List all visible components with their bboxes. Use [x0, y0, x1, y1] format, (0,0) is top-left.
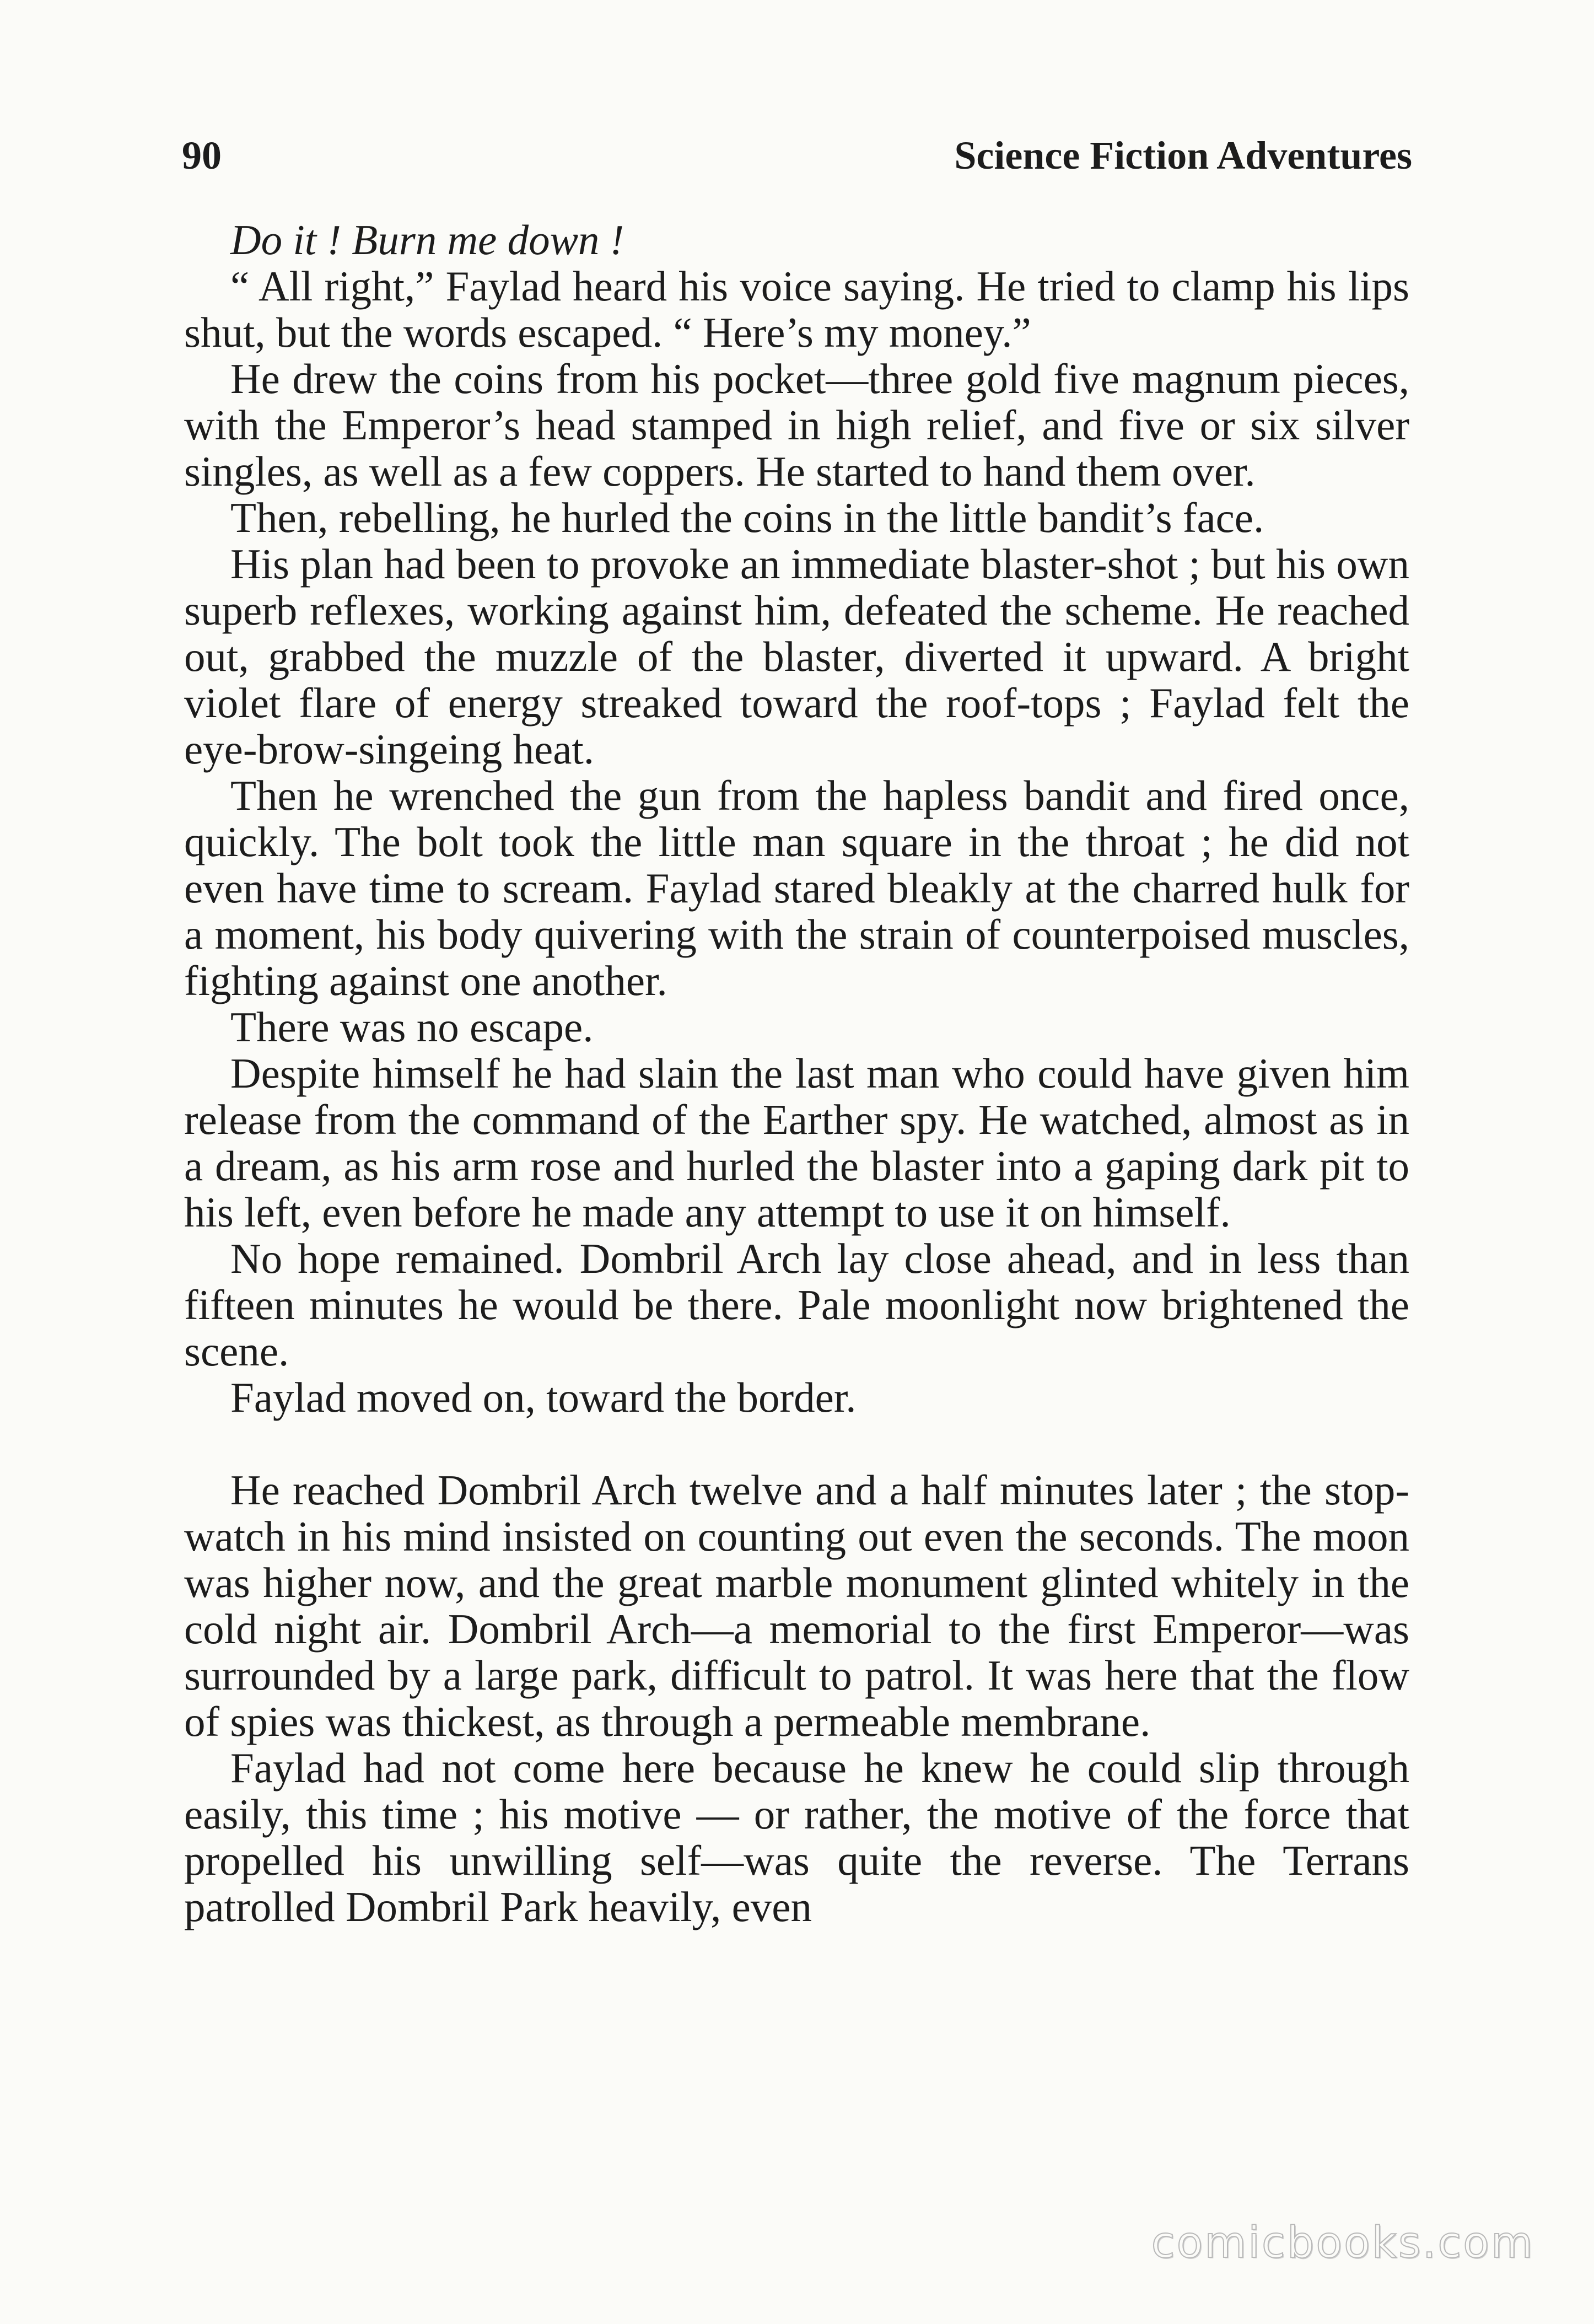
- paragraph: Do it ! Burn me down !: [230, 216, 624, 263]
- running-title: Science Fiction Adventures: [954, 133, 1412, 177]
- paragraph: There was no escape.: [230, 1003, 594, 1051]
- paragraph: Faylad had not come here because he knew he could slip through easily, this time ; his motive — or rather, the motive of the force that propelled his unwilling self—was quite the reverse. The Terrans patrolled Dombril Park heavily, even: [184, 1744, 1409, 1930]
- paragraph: Then, rebelling, he hurled the coins in the little bandit’s face.: [230, 494, 1264, 541]
- watermark: comicbooks.com: [1151, 2218, 1534, 2268]
- paragraph: “ All right,” Faylad heard his voice saying. He tried to clamp his lips shut, but the words escaped. “ Here’s my money.”: [184, 262, 1409, 356]
- paragraph: No hope remained. Dombril Arch lay close ahead, and in less than fifteen minutes he would be there. Pale moonlight now brightened the scene.: [184, 1235, 1409, 1375]
- paragraph: He reached Dombril Arch twelve and a half minutes later ; the stop-watch in his mind insisted on counting out even the seconds. The moon was higher now, and the great marble monument glinted whitely in the cold night air. Dombril Arch—a memorial to the first Emperor—was surrounded by a large park, difficult to patrol. It was here that the flow of spies was thickest, as through a permeable membrane.: [184, 1466, 1409, 1745]
- paragraph: His plan had been to provoke an immediate blaster-shot ; but his own superb reflexes, working against him, defeated the scheme. He reached out, grabbed the muzzle of the blaster, diverted it upward. A bright violet flare of energy streaked toward the roof-tops ; Faylad felt the eye-brow-singeing heat.: [184, 540, 1409, 773]
- paragraph: Despite himself he had slain the last man who could have given him release from the command of the Earther spy. He watched, almost as in a dream, as his arm rose and hurled the blaster into a gaping dark pit to his left, even before he made any attempt to use it on himself.: [184, 1050, 1409, 1236]
- paragraph: Then he wrenched the gun from the hapless bandit and fired once, quickly. The bolt took the little man square in the throat ; he did not even have time to scream. Faylad stared bleakly at the charred hulk for a moment, his body quivering with the strain of counterpoised muscles, fighting against one another.: [184, 772, 1409, 1004]
- paragraph: Faylad moved on, toward the border.: [230, 1374, 857, 1421]
- body-text: [184, 217, 1409, 1930]
- page-number: 90: [182, 133, 222, 177]
- paragraph: He drew the coins from his pocket—three gold five magnum pieces, with the Emperor’s head stamped in high relief, and five or six silver singles, as well as a few coppers. He started to hand them over.: [184, 355, 1409, 495]
- running-header: [182, 122, 1412, 189]
